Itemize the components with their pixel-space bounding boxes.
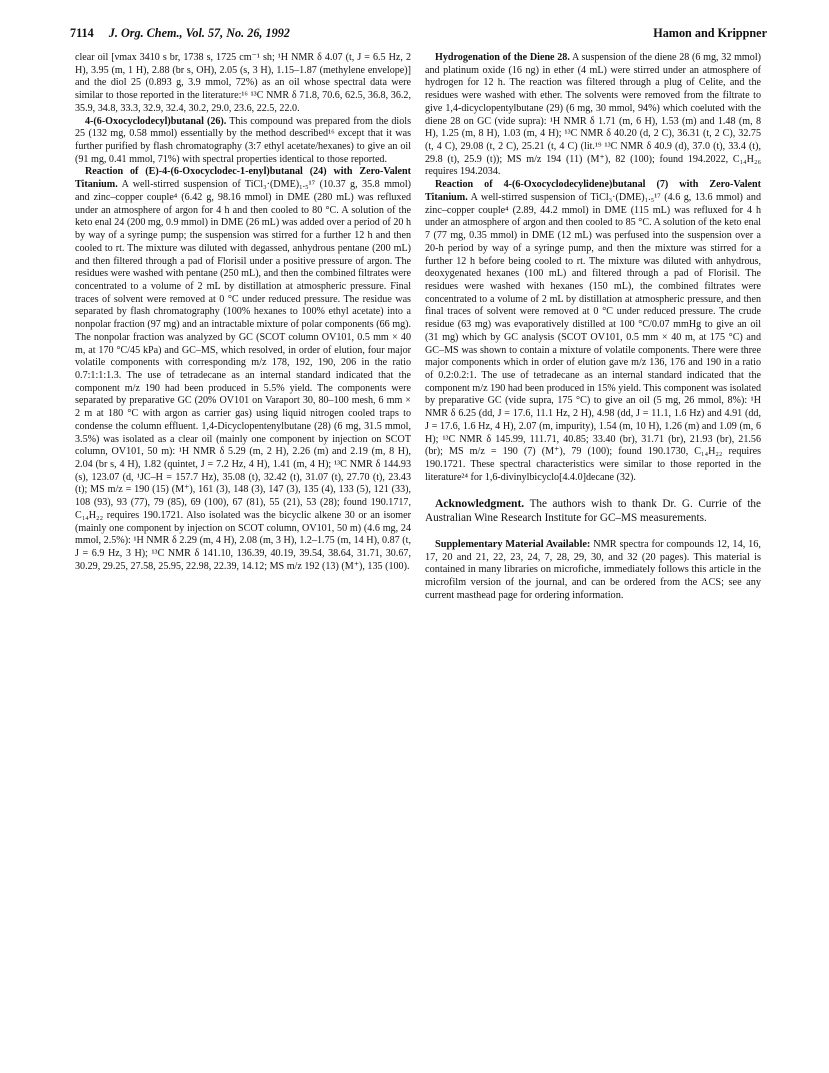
paragraph-reaction-24 (75, 166, 411, 573)
supplementary-text: NMR spectra for compounds 12, 14, 16, 17, 20 and 21, 22, 23, 24, 7, 28, 29, 30, and 32 (20 pages). This material is contained in many libraries on microfiche, immediately follows this article in the microfilm version of the journal, and can be ordered from the ACS; see any current masthead page for ordering information. (425, 538, 762, 602)
paragraph-hydrogenation (425, 52, 761, 179)
right-column (425, 52, 761, 603)
header-authors: Hamon and Krippner (653, 26, 767, 40)
header-left (70, 26, 290, 41)
paragraph-text: A suspension of the diene 28 (6 mg, 32 mmol) and platinum oxide (16 ng) in ether (4 mL) were stirred under an atmosphere of hydrogen for 12 h. The reaction was filtered through a plug of Celite, and the residues were washed with ether. The solvents were removed from the filtrate to give 1,4-dicyclopentylbutane (29) (6 mg, 30 mmol, 94%) which coeluted with the diene 28 on GC (vide supra): ¹H NMR δ 1.71 (m, 6 H), 1.53 (m) and 1.48 (m, 8 H), 1.25 (m, 8 H), 1.03 (m, 4 H); ¹³C NMR δ 40.20 (d, 2 C), 36.31 (t, 2 C), 32.75 (t, 4 C), 29.08 (t, 2 C), 25.21 (t, 4 C) (lit.¹⁹ ¹³C NMR δ 40.9 (d), 37.0 (t), 33.4 (t), 29.8 (t), 25.9 (t)); MS m/z 194 (11) (M⁺), 82 (100); found 194.2022, C₁₄H₂₆ requires 194.2034. (425, 52, 761, 178)
running-header (70, 26, 767, 44)
page-number: 7114 (70, 26, 94, 40)
run-in-heading: Reaction of 4-(6-Oxocyclodecylidene)butanal (7) with Zero-Valent Titanium. (425, 179, 761, 203)
left-column (75, 52, 411, 573)
paragraph-text: This compound was prepared from the diols 25 (132 mg, 0.58 mmol) essentially by the method described¹⁶ except that it was further purified by flash chromatography (3:7 ethyl acetate/hexanes) to give an oil (91 mg, 0.41 mmol, 71%) with spectral properties identical to those reported. (75, 115, 411, 165)
supplementary-material (425, 539, 761, 604)
paragraph-text: A well-stirred suspension of TiCl₃·(DME)₁.₅¹⁷ (10.37 g, 35.8 mmol) and zinc–copper couple⁴ (6.42 g, 98.16 mmol) in DME (280 mL) was refluxed under an atmosphere of argon for 4 h and then cooled to 80 °C. A solution of the keto enal 24 (200 mg, 0.9 mmol) in DME (26 mL) was added over a period of 20 h by way of a syringe pump; the suspension was stirred for a further 12 h and then cooled to rt. The mixture was diluted with degassed, anhydrous pentane (200 mL) and then filtered through a pad of Florisil under a positive pressure of argon. The residues were washed with pentane (250 mL), and then the combined filtrates were concentrated to a volume of 2 mL by distillation at atmospheric pressure. Final traces of solvent were removed at 0 °C under reduced pressure. The residue was separated by flash chromatography (100% hexanes to 100% ethyl acetate) into a nonpolar fraction (97 mg) and an intractable mixture of polar components (66 mg). The nonpolar fraction was analyzed by GC (SCOT column OV101, 0.5 mm × 40 m, at 170 °C/45 kPa) and GC–MS, which resolved, in order of elution, four major volatile components with corresponding m/z 178, 192, 190, 206 in the ratio 0.7:1:1:1.3. The use of tetradecane as an internal standard indicated that the component m/z 190 had been produced in 5.5% yield. The components were separated by preparative GC (20% OV101 on Varaport 30, 80–100 mesh, 6 mm × 2 m at 180 °C with argon as carrier gas) using liquid nitrogen cooled traps to condense the column effluent. 1,4-Dicyclopentenylbutane (28) (6 mg, 31.5 mmol, 3.5%) was isolated as a clear oil (mainly one component by injection on SCOT column, OV101, 50 m): ¹H NMR δ 5.29 (m, 2 H), 2.26 (m) and 2.19 (m, 8 H), 2.04 (br s, 4 H), 1.82 (quintet, J = 7.2 Hz, 4 H), 1.41 (m, 4 H); ¹³C NMR δ 144.93 (s), 123.07 (d, ¹JC–H = 157.7 Hz), 35.08 (t), 32.42 (t), 31.07 (t), 27.70 (t), 23.43 (t); MS m/z = 190 (15) (M⁺), 161 (3), 148 (3), 147 (3), 135 (4), 133 (5), 121 (33), 108 (93), 93 (77), 79 (85), 69 (100), 67 (81), 55 (21), 53 (28); found 190.1717, C₁₄H₂₂ requires 190.1721. Also isolated was the bicyclic alkene 30 or an isomer (mainly one component by injection on SCOT column, OV101, 50 m) (4.6 mg, 24 mmol, 2.5%): ¹H NMR δ 2.29 (m, 4 H), 2.08 (m, 3 H), 1.2–1.75 (m, 14 H), 0.87 (t, J = 6.9 Hz, 3 H); ¹³C NMR δ 141.10, 136.39, 40.19, 39.54, 38.64, 31.71, 30.67, 30.29, 29.25, 27.58, 25.95, 22.98, 22.39, 14.12; MS m/z 192 (13) (M⁺), 135 (100). (75, 179, 411, 572)
paragraph-text: A well-stirred suspension of TiCl₃·(DME)₁.₅¹⁷ (4.6 g, 13.6 mmol) and zinc–copper couple⁴ (2.89, 44.2 mmol) in DME (115 mL) was refluxed for 4 h under an atmosphere of argon and then cooled to 85 °C. A solution of the keto enal 7 (77 mg, 0.35 mmol) in DME (12 mL) was perfused into the suspension over a 20-h period by way of a syringe pump, and then the mixture was stirred for a further 12 h before being cooled to rt. The mixture was diluted with anhydrous, deoxygenated hexanes (100 mL) and filtered through a pad of Florisil. The residues were washed with hexanes (150 mL), the combined filtrates were concentrated to a volume of 2 mL by distillation at atmospheric pressure, and then final traces of solvent were removed at 0 °C under reduced pressure. The crude residue (63 mg) was evaporatively distilled at 100 °C/0.07 mmHg to give an oil (31 mg) which by GC analysis (SCOT OV101, 0.5 mm × 40 m, at 175 °C) and GC–MS was shown to contain a mixture of volatile components. There were three major components which in order of elution gave m/z 136, 176 and 190 in a ratio of 0.2:0.2:1. The use of tetradecane as an internal standard indicated that the component m/z 190 had been produced in 15% yield. This component was isolated by preparative GC (vide supra, 175 °C) to give an oil (5 mg, 26 mmol, 8%): ¹H NMR δ 6.25 (dd, J = 17.6, 11.1 Hz, 2 H), 4.98 (dd, J = 11.1, 1.6 Hz) and 4.91 (dd, J = 17.6, 1.6 Hz, 4 H), 2.07 (m, impurity), 1.54 (m, 10 H), 1.26 (m) and 1.09 (m, 6 H); ¹³C NMR δ 145.99, 111.71, 40.85; 33.40 (br), 31.71 (br), 21.93 (br), 21.56 (br); MS m/z = 190 (7) (M⁺), 79 (100); found 190.1730, C₁₄H₂₂ requires 190.1721. These spectral characteristics were similar to those reported in the literature²⁴ for 1,6-divinylbicyclo[4.4.0]decane (32). (425, 191, 761, 483)
acknowledgment (425, 497, 761, 525)
paragraph-reaction-7 (425, 179, 761, 484)
run-in-heading: 4-(6-Oxocyclodecyl)butanal (26). (85, 115, 227, 127)
paragraph-text: clear oil [νmax 3410 s br, 1738 s, 1725 cm⁻¹ sh; ¹H NMR δ 4.07 (t, J = 6.5 Hz, 2 H), 3.95 (m, 1 H), 2.88 (br s, OH), 2.05 (s, 3 H), 1.15–1.87 (methylene envelope)] and the diol 25 (0.893 g, 3.9 mmol, 72%) as an oil whose spectral data were similar to those reported in the literature:¹⁶ ¹³C NMR δ 71.8, 70.6, 62.5, 36.8, 36.2, 35.9, 34.8, 33.3, 32.9, 32.4, 30.2, 29.0, 23.6, 22.5, 22.0. (75, 52, 411, 114)
acknowledgment-text: The authors wish to thank Dr. G. Currie of the Australian Wine Research Institute for GC–MS measurements. (425, 498, 761, 525)
acknowledgment-heading: Acknowledgment. (435, 497, 525, 511)
run-in-heading: Reaction of (E)-4-(6-Oxocyclodec-1-enyl)butanal (24) with Zero-Valent Titanium. (75, 166, 411, 191)
journal-citation: J. Org. Chem., Vol. 57, No. 26, 1992 (108, 26, 290, 40)
run-in-heading: Hydrogenation of the Diene 28. (435, 52, 570, 63)
paragraph-continued (75, 52, 411, 116)
supplementary-heading: Supplementary Material Available: (435, 538, 591, 550)
paragraph-compound-26 (75, 116, 411, 167)
